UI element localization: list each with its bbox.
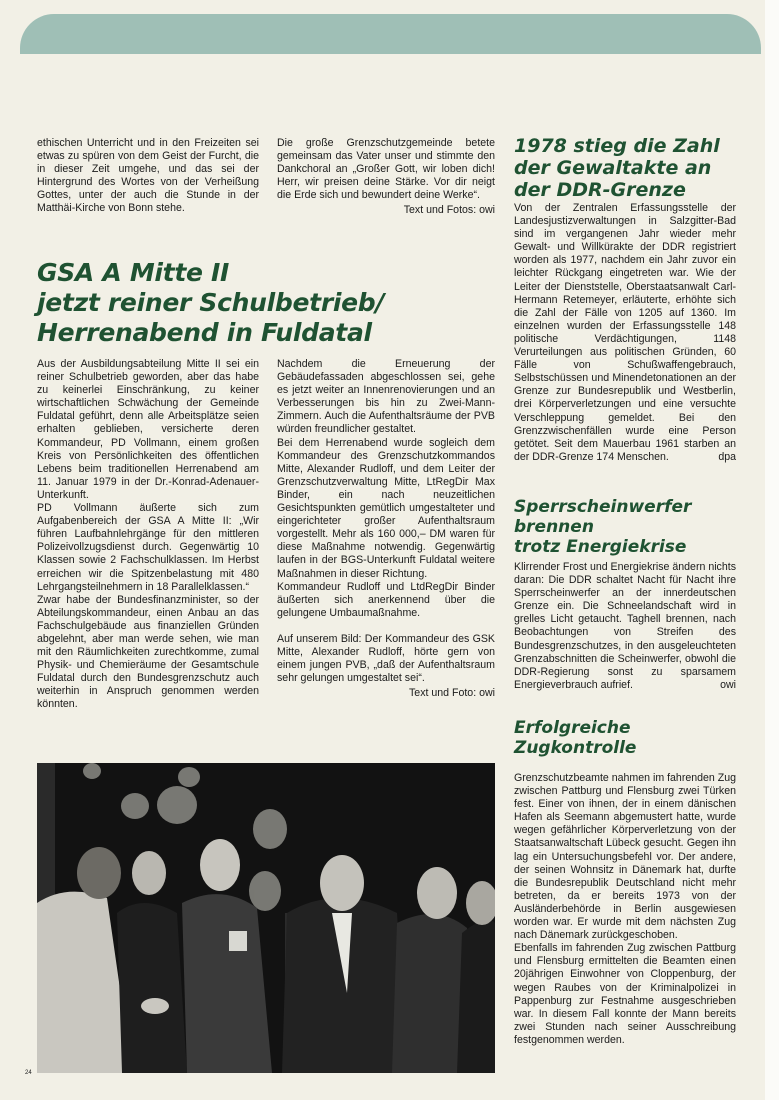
paragraph: Nachdem die Erneuerung der Gebäudefassaden abgeschlossen sei, gehe es jetzt weiter an Innenrenovierungen und an Verbesserungen bis hin zu Zwei-Mann-Zimmern. Auch die Aufenthaltsräume der PVB würden freundlicher gestaltet. <box>277 358 495 436</box>
side-credit: dpa <box>718 450 736 463</box>
page-number: 24 <box>25 1070 32 1076</box>
photo-illustration <box>37 763 495 1073</box>
side-headline-ddr-violence <box>514 135 750 201</box>
main-credit: Text und Foto: owi <box>409 687 495 700</box>
side-article-3 <box>514 772 736 1047</box>
side-article-1 <box>514 202 736 464</box>
intro-credit: Text und Fotos: owi <box>403 204 495 217</box>
intro-column-mid <box>277 137 495 218</box>
paragraph: Kommandeur Rudloff und LtdRegDir Binder äußerten sich anerkennend über die gelungene Umbaumaßnahme. <box>277 580 495 619</box>
main-headline-line: jetzt reiner Schulbetrieb/ <box>37 288 385 317</box>
main-article-col2 <box>277 358 495 700</box>
paragraph: Bei dem Herrenabend wurde sogleich dem Kommandeur des Grenzschutzkommandos Mitte, Alexander Rudloff, und dem Leiter der Grenzschutzverwaltung Mitte, LtRegDir Max Binder, ein nach neuzeitlichen Gesichtspunkten gemütlich umgestalteter und eingerichteter großer Aufenthaltsraum vorgestellt. Mehr als 160 000,– DM waren für diese Maßnahme notwendig. Gegenwärtig laufen in der BGS-Unterkunft Fuldatal weitere Maßnahmen in dieser Richtung. <box>277 436 495 580</box>
paragraph: Ebenfalls im fahrenden Zug zwischen Pattburg und Flensburg ermittelten die Beamten einen 20jährigen Einwohner von Cloppenburg, der wegen Raubes von der Kriminalpolizei in Pappenburg zur Festnahme ausgeschrieben war. In diesem Fall konnte der Mann bereits zwei Stunden nach seiner Ausschreibung festgenommen werden. <box>514 942 736 1046</box>
side-headline-searchlights <box>514 497 750 557</box>
paragraph: Von der Zentralen Erfassungsstelle der Landesjustizverwaltungen in Salzgitter-Bad sind im vergangenen Jahr wieder mehr Gewalt- und Willkürakte der DDR registriert worden als 1977, nachdem ein Jahr zuvor ein leichter Rückgang eingetreten war. Wie der Leiter der Dienststelle, Oberstaatsanwalt Carl-Hermann Retemeyer, erläuterte, erhöhte sich die Zahl der Fälle von 1205 auf 1360. Im einzelnen wurden der Erfassungsstelle 148 politische Verdächtigungen, 1148 Verurteilungen aus politischen Gründen, 60 Fälle von Schußwaffengebrauch, Selbstschüssen und Minendetonationen an der Grenze zur Bundesrepublik und Westberlin, drei Körperverletzungen und eine versuchte Verschleppung gemeldet. Bei den Grenzzwischenfällen wurde eine Person getötet. Seit dem Mauerbau 1961 starben an der DDR-Grenze 174 Menschen. <box>514 202 736 463</box>
headline-line: brennen <box>514 517 594 537</box>
paragraph: Zwar habe der Bundesfinanzminister, so der Abteilungskommandeur, einen Anbau an das Fachschulgebäude aus finanziellen Gründen abgelehnt, aber man werde sehen, wie man mit den Räumlichkeiten zurechtkomme, zumal Physik- und Chemieräume der Gesamtschule Fuldatal durch den Bundesgrenzschutz auch weiterhin in Anspruch genommen werden könnten. <box>37 593 259 711</box>
intro-left-text: ethischen Unterricht und in den Freizeiten sei etwas zu spüren von dem Geist der Furcht, die in dieser Zeit umgehe, und das sei der Hintergrund des Wortes von der Verheißung Gottes, unter der auch die Stunde in der Matthäi-Kirche von Bonn stehe. <box>37 137 259 215</box>
side-article-2 <box>514 561 736 692</box>
headline-line: trotz Energiekrise <box>514 537 687 557</box>
top-color-band <box>20 14 761 54</box>
main-article-col1 <box>37 358 259 712</box>
main-headline-line: GSA A Mitte II <box>37 258 230 287</box>
headline-line: der DDR-Grenze <box>514 179 686 201</box>
photo-caption: Auf unserem Bild: Der Kommandeur des GSK Mitte, Alexander Rudloff, hörte gern von einem jungen PVB, „daß der Aufenthaltsraum sehr gelungen umgestaltet sei“. <box>277 632 495 685</box>
news-photo <box>37 763 495 1073</box>
headline-line: Erfolgreiche <box>514 718 631 738</box>
main-headline <box>37 258 507 348</box>
headline-line: der Gewaltakte an <box>514 157 712 179</box>
side-headline-train-check <box>514 718 750 758</box>
intro-column-left <box>37 137 259 216</box>
paragraph: PD Vollmann äußerte sich zum Aufgabenbereich der GSA A Mitte II: „Wir führen Laufbahnlehrgänge für den mittleren Polizeivollzugsdienst durch. Gegenwärtig 10 Klassen sowie 2 Fachschulklassen. Im Herbst erreichen wir die Spitzenbelastung mit 480 Lehrgangsteilnehmern in 18 Parallelklassen.“ <box>37 502 259 593</box>
side-credit: owi <box>720 678 736 691</box>
headline-line: Sperrscheinwerfer <box>514 497 692 517</box>
intro-mid-text: Die große Grenzschutzgemeinde betete gemeinsam das Vater unser und stimmte den Dankchoral an „Großer Gott, wir loben dich! Herr, wir preisen deine Stärke. Vor dir neigt die Erde sich und bewundert deine Werke“. <box>277 137 495 202</box>
paragraph: Klirrender Frost und Energiekrise ändern nichts daran: Die DDR schaltet Nacht für Nacht ihre Sperrscheinwerfer an der innerdeutschen Grenze ein. Die Schneelandschaft wird in grelles Licht getaucht. Taghell brennen, nach Beobachtungen von Streifen des Bundesgrenzschutzes, in den ausgeleuchteten Grenzabschnitten die Scheinwerfer, obwohl die DDR-Regierung sonst zu sparsamem Energieverbrauch aufrief. <box>514 561 736 691</box>
paragraph: Grenzschutzbeamte nahmen im fahrenden Zug zwischen Pattburg und Flensburg zwei Türken fest. Einer von ihnen, der in einem dänischen Hafen als Seemann abgemustert hatte, wurde wegen gefährlicher Körperverletzung von der Staatsanwaltschaft Lübeck gesucht. Gegen ihn lag ein Untersuchungsbefehl vor. Der andere, der seinen Wohnsitz in Dänemark hat, durfte die Bundesrepublik Deutschland nicht mehr betreten, da er bereits 1973 von der Ausländerbehörde in Berlin ausgewiesen worden war. Er wurde mit dem nächsten Zug nach Dänemark zurückgeschoben. <box>514 772 737 942</box>
paragraph: Aus der Ausbildungsabteilung Mitte II sei ein reiner Schulbetrieb geworden, aber das habe zu keinerlei Einschränkung, zu keiner wirtschaftlichen Schwächung der Gemeinde Fuldatal geführt, denn alle Arbeitsplätze seien erhalten geblieben, versicherte deren Kommandeur, PD Vollmann, einem großen Kreis von Persönlichkeiten des öffentlichen Lebens beim traditionellen Herrenabend am 11. Januar 1979 in der Dr.-Konrad-Adenauer-Unterkunft. <box>37 358 259 501</box>
headline-line: Zugkontrolle <box>514 738 637 758</box>
scan-edge <box>765 0 779 1100</box>
headline-line: 1978 stieg die Zahl <box>514 135 720 157</box>
main-headline-line: Herrenabend in Fuldatal <box>37 318 372 347</box>
